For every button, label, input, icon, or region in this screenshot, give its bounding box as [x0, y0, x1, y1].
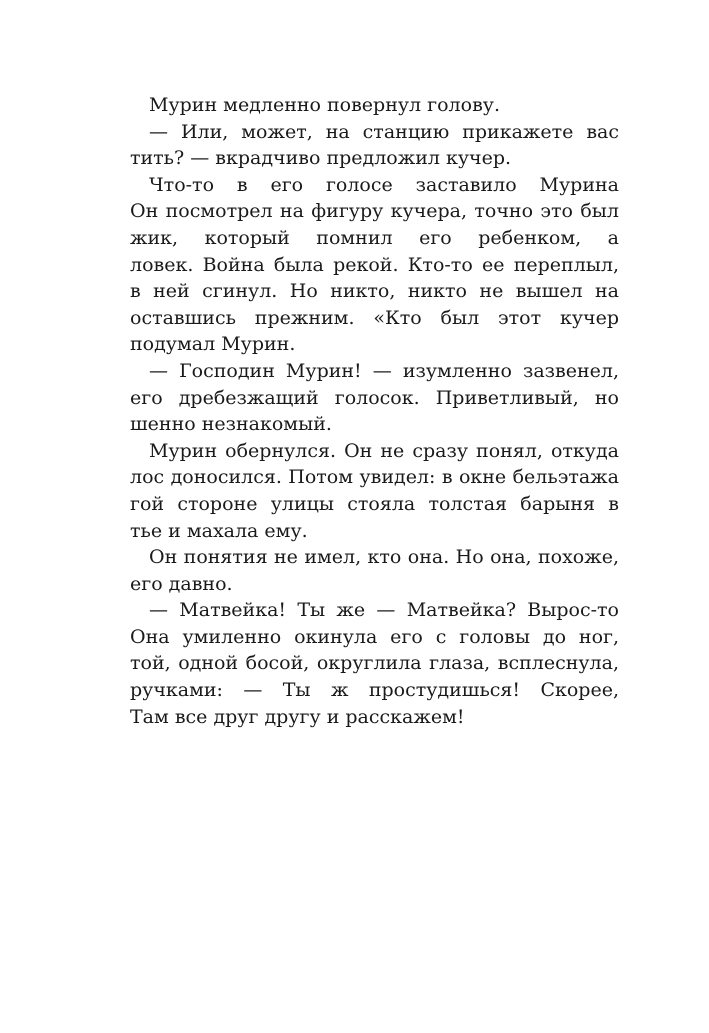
text-line: Мурин обернулся. Он не сразу понял, откуда: [149, 439, 619, 462]
text-line: лос доносился. Потом увидел: в окне бельэтажа: [130, 466, 619, 489]
text-line: тить? — вкрадчиво предложил кучер.: [130, 147, 512, 170]
text-line: тье и махала ему.: [130, 519, 308, 542]
text-line: шенно незнакомый.: [130, 413, 332, 436]
paragraph: [130, 438, 619, 544]
text-line: Там все друг другу и расскажем!: [130, 705, 465, 728]
paragraph: [130, 544, 619, 597]
text-line: — Господин Мурин! — изумленно зазвенел,: [149, 359, 619, 382]
body-text: [130, 92, 619, 730]
text-line: той, одной босой, округлила глаза, всплеснула,: [130, 652, 619, 675]
text-line: в ней сгинул. Но никто, никто не вышел на: [130, 280, 619, 303]
text-line: Он посмотрел на фигуру кучера, точно это был: [130, 200, 619, 223]
text-line: гой стороне улицы стояла толстая барыня в: [130, 492, 619, 515]
paragraph: [130, 358, 619, 438]
paragraph: [130, 119, 619, 172]
text-line: Что-то в его голосе заставило Мурина: [149, 173, 619, 196]
text-line: жик, который помнил его ребенком, а: [130, 226, 619, 249]
text-line: его дребезжащий голосок. Приветливый, но: [130, 386, 619, 409]
text-line: — Или, может, на станцию прикажете вас: [149, 120, 619, 143]
text-line: Мурин медленно повернул голову.: [149, 94, 500, 116]
text-line: ловек. Война была рекой. Кто-то ее переплыл,: [130, 253, 619, 276]
paragraph: [130, 92, 619, 119]
paragraph: [130, 597, 619, 730]
paragraph: [130, 172, 619, 358]
text-line: его давно.: [130, 572, 233, 595]
text-line: Он понятия не имел, кто она. Но она, похоже,: [149, 546, 619, 569]
text-line: оставшись прежним. «Кто был этот кучер: [130, 306, 619, 329]
text-line: подумал Мурин.: [130, 333, 296, 356]
text-line: Она умиленно окинула его с головы до ног,: [130, 625, 619, 648]
text-line: — Матвейка! Ты же — Матвейка? Вырос-то: [149, 599, 619, 622]
text-line: ручками: — Ты ж простудишься! Скорее,: [130, 679, 619, 702]
